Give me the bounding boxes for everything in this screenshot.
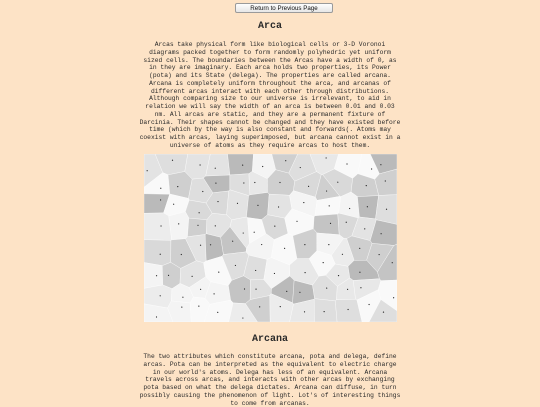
- voronoi-seed-point: [367, 206, 368, 207]
- voronoi-seed-point: [160, 295, 161, 296]
- voronoi-seed-point: [304, 311, 305, 312]
- voronoi-seed-point: [200, 289, 201, 290]
- voronoi-seed-point: [259, 306, 260, 307]
- voronoi-seed-point: [347, 289, 348, 290]
- return-to-previous-page-button[interactable]: Return to Previous Page: [235, 3, 333, 13]
- voronoi-seed-point: [200, 245, 201, 246]
- voronoi-cell: [314, 299, 337, 322]
- voronoi-seed-point: [338, 275, 339, 276]
- voronoi-seed-point: [278, 206, 279, 207]
- voronoi-seed-point: [385, 180, 386, 181]
- voronoi-seed-point: [386, 209, 387, 210]
- voronoi-seed-point: [210, 244, 211, 245]
- voronoi-seed-point: [262, 166, 263, 167]
- voronoi-seed-point: [346, 163, 347, 164]
- voronoi-seed-point: [366, 185, 367, 186]
- voronoi-seed-point: [156, 316, 157, 317]
- voronoi-seed-point: [329, 205, 330, 206]
- arcana-description: The two attributes which constitute arcana, pota and delega, define arcas. Pota can be interpreted as the equivalent to electric charge in our world's atoms. Delega has less of an equivalent. Arcana travels across arcas, and interacts with other arcas by exchanging pota based on what the delega dictates. Arcana can diffuse, in turn possibly causing the phenomenon of light. Lot's of interesting things to come from arcanas.: [139, 353, 401, 407]
- voronoi-seed-point: [202, 191, 203, 192]
- voronoi-seed-point: [199, 164, 200, 165]
- voronoi-seed-point: [274, 226, 275, 227]
- voronoi-seed-point: [168, 275, 169, 276]
- voronoi-cell: [313, 214, 339, 235]
- voronoi-seed-point: [383, 312, 384, 313]
- voronoi-seed-point: [349, 208, 350, 209]
- voronoi-seed-point: [181, 306, 182, 307]
- voronoi-seed-point: [346, 222, 347, 223]
- voronoi-seed-point: [242, 317, 243, 318]
- voronoi-seed-point: [160, 188, 161, 189]
- voronoi-seed-point: [192, 276, 193, 277]
- voronoi-seed-point: [172, 160, 173, 161]
- voronoi-seed-point: [393, 297, 394, 298]
- voronoi-seed-point: [215, 168, 216, 169]
- voronoi-seed-point: [368, 304, 369, 305]
- voronoi-seed-point: [284, 248, 285, 249]
- voronoi-seed-point: [324, 311, 325, 312]
- voronoi-seed-point: [308, 186, 309, 187]
- voronoi-seed-point: [235, 265, 236, 266]
- voronoi-seed-point: [326, 287, 327, 288]
- voronoi-seed-point: [199, 212, 200, 213]
- voronoi-seed-point: [254, 232, 255, 233]
- voronoi-seed-point: [244, 288, 245, 289]
- voronoi-cell: [144, 213, 172, 240]
- arcana-heading: Arcana: [251, 334, 288, 345]
- voronoi-seed-point: [213, 293, 214, 294]
- voronoi-seed-point: [342, 254, 343, 255]
- voronoi-seed-point: [177, 186, 178, 187]
- voronoi-seed-point: [323, 262, 324, 263]
- arca-description: Arcas take physical form like biological cells or 3-D Voronoi diagrams packed together to form randomly polyhedric yet uniform sized cells. The boundaries between the Arcas have a width of 0, as in they are imaginary. Each arca holds two properties, its Power (pota) and its State (delega). The properties are called arcana. Arcana is completely uniform throughout the arca, and arcanas of different arcas interact with each other through distributions. Although comparing size to our universe is irrelevant, to aid in relation we will say the width of an arca is between 0.01 and 0.03 nm. All arcas are static, and they are a permanent fixture of Darcinia. Their shapes cannot be changed and they have existed before time (which by the way is also constant and forwards(. Atoms may coexist with arcas, laying superimposed, but arcana cannot exist in a universe of atoms as they require arcas to host them.: [139, 41, 401, 149]
- voronoi-seed-point: [160, 199, 161, 200]
- voronoi-seed-point: [160, 225, 161, 226]
- voronoi-seed-point: [359, 272, 360, 273]
- voronoi-seed-point: [285, 160, 286, 161]
- voronoi-seed-point: [304, 272, 305, 273]
- voronoi-cell: [144, 263, 163, 289]
- voronoi-cell: [169, 212, 189, 240]
- voronoi-seed-point: [255, 289, 256, 290]
- voronoi-seed-point: [243, 232, 244, 233]
- voronoi-cell: [357, 196, 378, 219]
- voronoi-seed-point: [242, 165, 243, 166]
- voronoi-seed-point: [215, 225, 216, 226]
- voronoi-seed-point: [243, 182, 244, 183]
- voronoi-cell: [246, 192, 269, 219]
- voronoi-seed-point: [360, 287, 361, 288]
- voronoi-seed-point: [392, 262, 393, 263]
- voronoi-seed-point: [218, 272, 219, 273]
- voronoi-seed-point: [337, 182, 338, 183]
- voronoi-seed-point: [359, 248, 360, 249]
- voronoi-seed-point: [182, 297, 183, 298]
- voronoi-seed-point: [217, 312, 218, 313]
- voronoi-seed-point: [255, 270, 256, 271]
- voronoi-seed-point: [286, 291, 287, 292]
- voronoi-seed-point: [330, 223, 331, 224]
- voronoi-seed-point: [198, 306, 199, 307]
- voronoi-cell: [187, 218, 206, 237]
- voronoi-seed-point: [232, 241, 233, 242]
- voronoi-cell: [144, 240, 171, 266]
- voronoi-seed-point: [160, 254, 161, 255]
- voronoi-seed-point: [274, 273, 275, 274]
- voronoi-seed-point: [178, 223, 179, 224]
- arca-heading: Arca: [257, 21, 282, 32]
- voronoi-seed-point: [279, 182, 280, 183]
- voronoi-seed-point: [379, 254, 380, 255]
- voronoi-seed-point: [326, 190, 327, 191]
- voronoi-seed-point: [304, 244, 305, 245]
- voronoi-seed-point: [237, 203, 238, 204]
- voronoi-seed-point: [280, 306, 281, 307]
- voronoi-seed-point: [197, 225, 198, 226]
- voronoi-seed-point: [254, 182, 255, 183]
- voronoi-seed-point: [371, 168, 372, 169]
- voronoi-seed-point: [147, 170, 148, 171]
- voronoi-seed-point: [173, 204, 174, 205]
- voronoi-seed-point: [296, 221, 297, 222]
- voronoi-cell: [228, 154, 254, 175]
- voronoi-seed-point: [261, 244, 262, 245]
- voronoi-seed-point: [364, 228, 365, 229]
- voronoi-seed-point: [181, 254, 182, 255]
- voronoi-seed-point: [380, 164, 381, 165]
- voronoi-seed-point: [156, 275, 157, 276]
- voronoi-seed-point: [299, 292, 300, 293]
- voronoi-seed-point: [303, 202, 304, 203]
- voronoi-seed-point: [217, 201, 218, 202]
- voronoi-seed-point: [326, 157, 327, 158]
- voronoi-seed-point: [257, 205, 258, 206]
- voronoi-diagram: [144, 154, 397, 322]
- voronoi-seed-point: [328, 244, 329, 245]
- voronoi-seed-point: [347, 309, 348, 310]
- voronoi-seed-point: [300, 167, 301, 168]
- voronoi-seed-point: [381, 233, 382, 234]
- voronoi-seed-point: [215, 182, 216, 183]
